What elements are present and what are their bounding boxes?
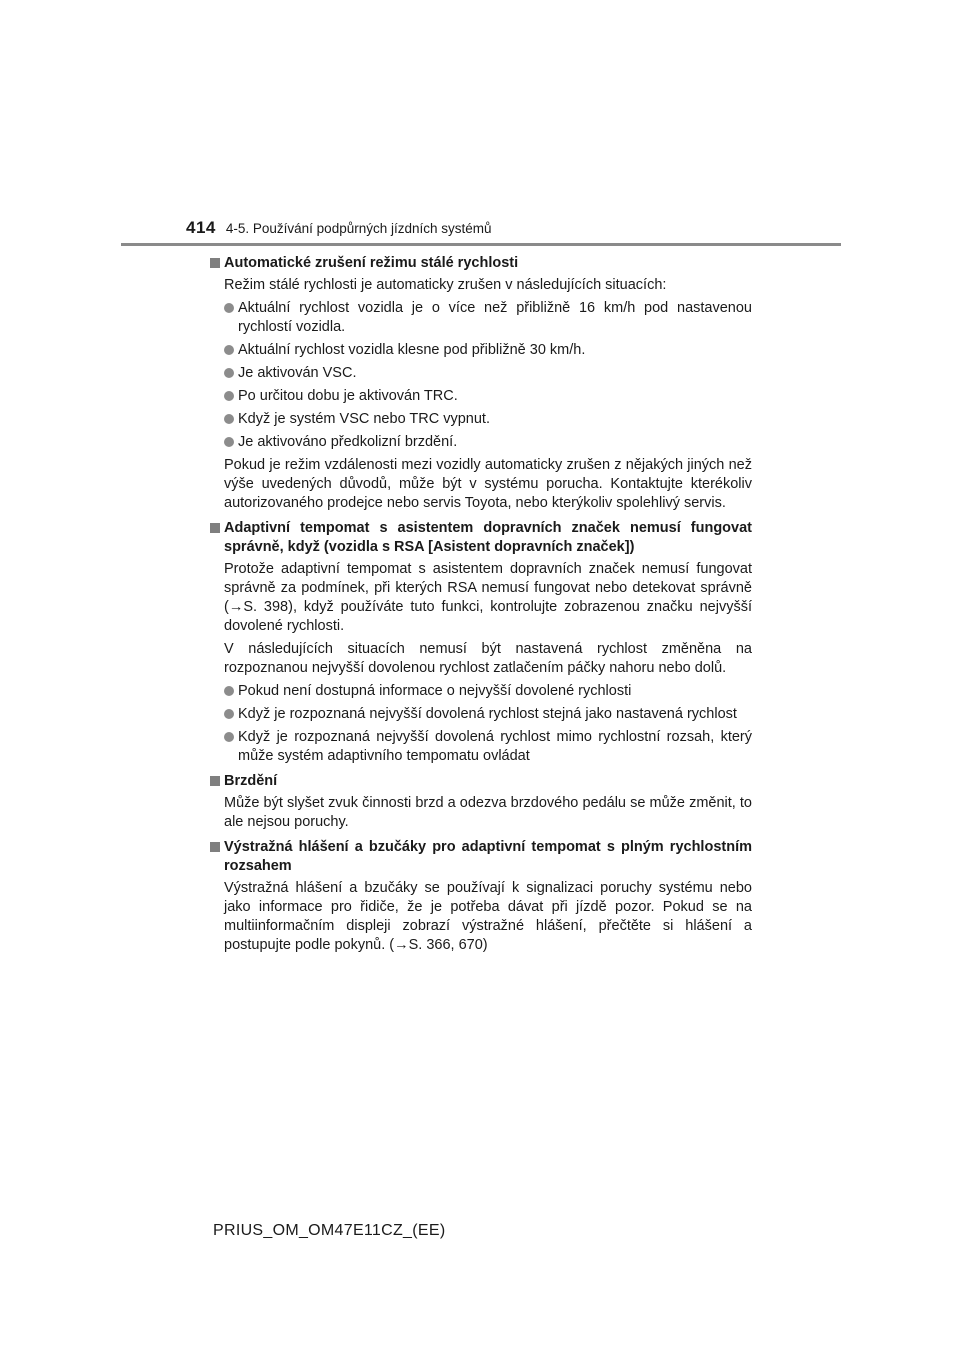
paragraph: Režim stálé rychlosti je automaticky zrušen v následujících situacích: bbox=[224, 277, 667, 293]
list-item: Po určitou dobu je aktivován TRC. bbox=[210, 387, 752, 406]
paragraph: V následujících situacích nemusí být nastavená rychlost změněna na rozpoznanou nejvyšší dovolenou rychlost zatlačením páčky nahoru nebo dolů. bbox=[224, 641, 752, 676]
list-item: Je aktivováno předkolizní brzdění. bbox=[210, 433, 752, 452]
square-bullet-icon bbox=[210, 842, 220, 852]
square-bullet-icon bbox=[210, 776, 220, 786]
circle-bullet-icon bbox=[224, 437, 234, 447]
square-bullet-icon bbox=[210, 523, 220, 533]
section-title: Brzdění bbox=[210, 772, 752, 791]
circle-bullet-icon bbox=[224, 414, 234, 424]
square-bullet-icon bbox=[210, 258, 220, 268]
list-item: Když je rozpoznaná nejvyšší dovolená rychlost mimo rychlostní rozsah, který může systém adaptivního tempomatu ovládat bbox=[210, 728, 752, 766]
paragraph: Výstražná hlášení a bzučáky se používají k signalizaci poruchy systému nebo jako informace pro řidiče, že je potřeba dávat při jízdě pozor. Pokud se na multiinformačním displeji zobrazí výstražné hlášení, přečtěte si hlášení a postupujte podle pokynů. (→S. 366, 670) bbox=[224, 880, 752, 953]
page-number: 414 bbox=[186, 218, 216, 237]
circle-bullet-icon bbox=[224, 303, 234, 313]
paragraph: Pokud je režim vzdálenosti mezi vozidly automaticky zrušen z nějakých jiných než výše uvedených důvodů, může být v systému porucha. Kontaktujte kterékoliv autorizovaného prodejce nebo servis Toyota, nebo kterýkoliv spolehlivý servis. bbox=[224, 457, 752, 511]
circle-bullet-icon bbox=[224, 709, 234, 719]
paragraph: Protože adaptivní tempomat s asistentem dopravních značek nemusí fungovat správně za podmínek, při kterých RSA nemusí fungovat nebo detekovat správně (→S. 398), když používáte tuto funkci, kontrolujte zobrazenou značku nejvyšší dovolené rychlosti. bbox=[224, 561, 752, 634]
circle-bullet-icon bbox=[224, 391, 234, 401]
list-item: Je aktivován VSC. bbox=[210, 364, 752, 383]
section-title: Adaptivní tempomat s asistentem dopravních značek nemusí fungovat správně, když (vozidla s RSA [Asistent dopravních značek]) bbox=[210, 519, 752, 557]
list-item: Aktuální rychlost vozidla je o více než přibližně 16 km/h pod nastavenou rychlostí vozidla. bbox=[210, 299, 752, 337]
circle-bullet-icon bbox=[224, 345, 234, 355]
document-code: PRIUS_OM_OM47E11CZ_(EE) bbox=[213, 1222, 446, 1239]
chapter-title: 4-5. Používání podpůrných jízdních systémů bbox=[225, 221, 492, 236]
header-divider bbox=[121, 243, 841, 246]
paragraph: Může být slyšet zvuk činnosti brzd a odezva brzdového pedálu se může změnit, to ale nejsou poruchy. bbox=[224, 795, 752, 830]
circle-bullet-icon bbox=[224, 368, 234, 378]
section-title: Automatické zrušení režimu stálé rychlosti bbox=[210, 254, 752, 273]
circle-bullet-icon bbox=[224, 732, 234, 742]
page-header bbox=[186, 218, 492, 238]
list-item: Pokud není dostupná informace o nejvyšší dovolené rychlosti bbox=[210, 682, 752, 701]
page-content bbox=[210, 254, 752, 959]
list-item: Když je rozpoznaná nejvyšší dovolená rychlost stejná jako nastavená rychlost bbox=[210, 705, 752, 724]
list-item: Aktuální rychlost vozidla klesne pod přibližně 30 km/h. bbox=[210, 341, 752, 360]
circle-bullet-icon bbox=[224, 686, 234, 696]
section-title: Výstražná hlášení a bzučáky pro adaptivní tempomat s plným rychlostním rozsahem bbox=[210, 838, 752, 876]
list-item: Když je systém VSC nebo TRC vypnut. bbox=[210, 410, 752, 429]
